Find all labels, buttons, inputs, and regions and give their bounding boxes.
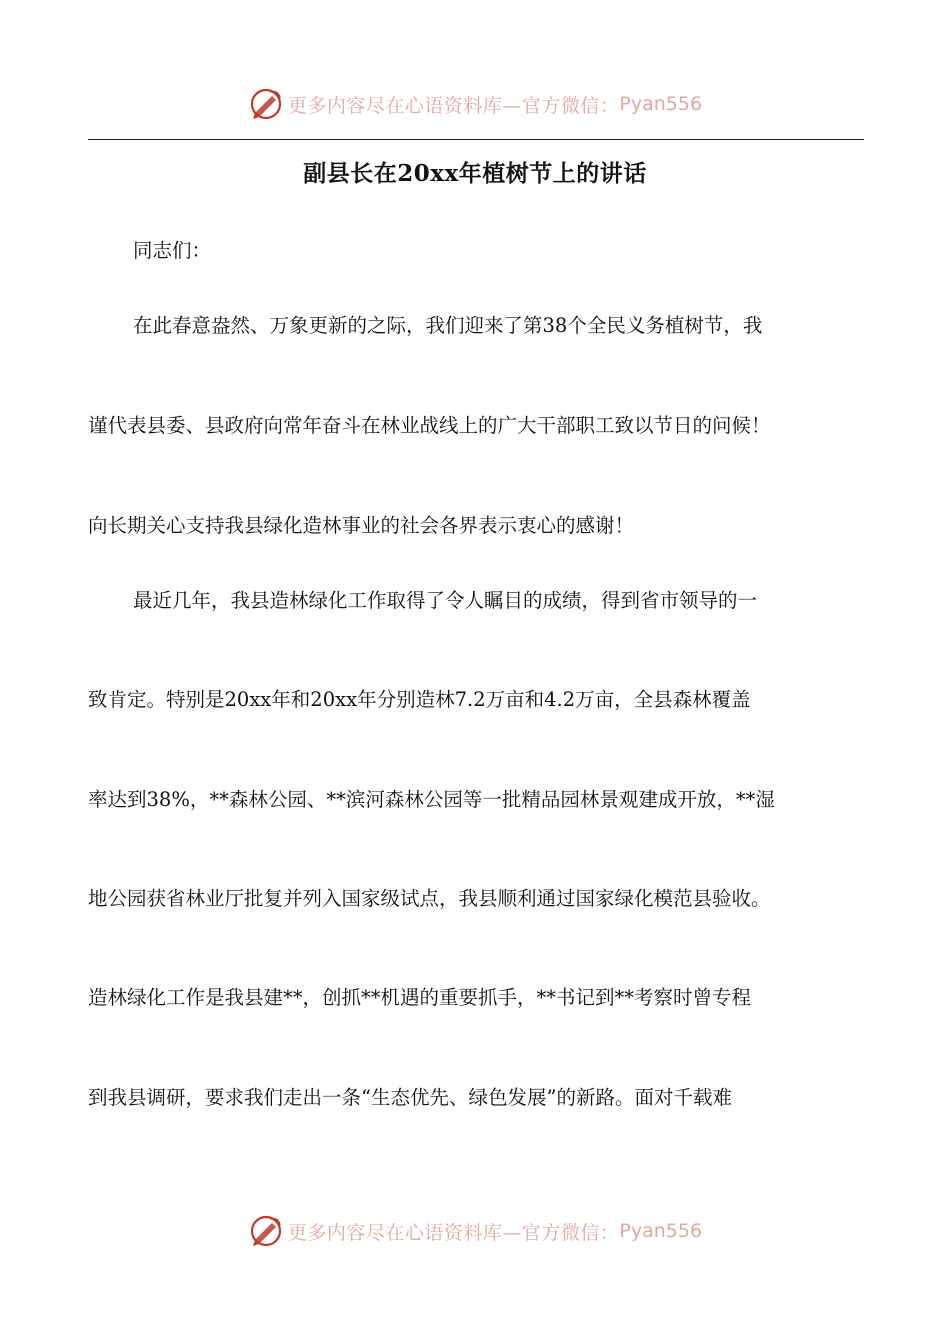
paragraph-line: 最近几年，我县造林绿化工作取得了令人瞩目的成绩，得到省市领导的一 (133, 589, 758, 612)
paragraph-line: 率达到38%，**森林公园、**滨河森林公园等一批精品园林景观建成开放，**湿 (88, 788, 775, 811)
banner-text: 更多内容尽在心语资料库—官方微信： (287, 94, 620, 117)
paragraph-line: 致肯定。特别是20xx年和20xx年分别造林7.2万亩和4.2万亩，全县森林覆盖 (88, 688, 751, 711)
header-divider (88, 139, 864, 140)
paragraph-line: 谨代表县委、县政府向常年奋斗在林业战线上的广大干部职工致以节日的问候！ (88, 414, 771, 437)
paragraph-line: 造林绿化工作是我县建**，创抓**机遇的重要抓手，**书记到**考察时曾专程 (88, 986, 752, 1009)
header-banner (0, 84, 950, 124)
pen-logo-icon (248, 1213, 284, 1249)
paragraph-line: 地公园获省林业厅批复并列入国家级试点，我县顺利通过国家绿化模范县验收。 (88, 887, 771, 910)
pen-logo-icon (248, 86, 284, 122)
paragraph-line: 到我县调研，要求我们走出一条“生态优先、绿色发展”的新路。面对千载难 (88, 1086, 732, 1109)
salutation: 同志们： (133, 239, 212, 262)
wechat-handle: Pyan556 (619, 1220, 703, 1242)
document-title: 副县长在20xx年植树节上的讲话 (303, 160, 647, 187)
wechat-handle: Pyan556 (619, 93, 703, 115)
paragraph-line: 在此春意盎然、万象更新的之际，我们迎来了第38个全民义务植树节，我 (133, 314, 763, 337)
footer-banner (0, 1211, 950, 1251)
banner-text: 更多内容尽在心语资料库—官方微信： (287, 1221, 620, 1244)
paragraph-line: 向长期关心支持我县绿化造林事业的社会各界表示衷心的感谢！ (88, 514, 635, 537)
